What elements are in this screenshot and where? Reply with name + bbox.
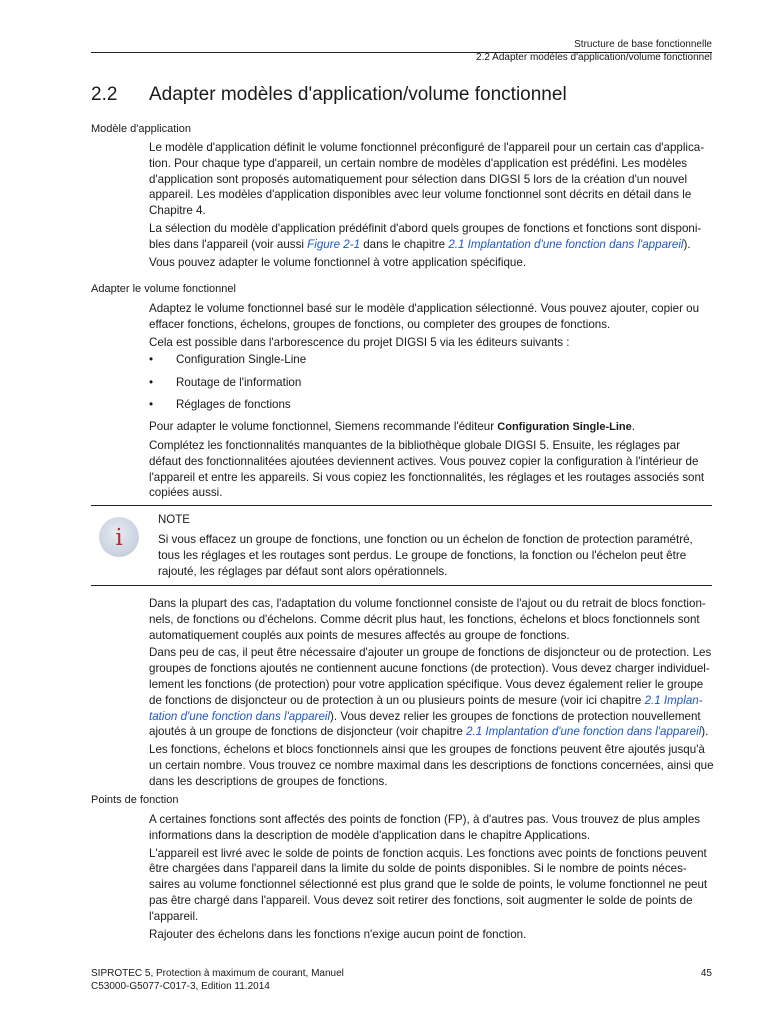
list-item: • Réglages de fonctions [149,397,714,413]
block-modele-application [149,140,714,272]
subheading-adapter-volume: Adapter le volume fonctionnel [91,283,236,295]
subheading-modele-application: Modèle d'application [91,123,191,135]
list-item: • Configuration Single-Line [149,352,714,368]
info-icon: i [99,517,139,557]
paragraph: Adaptez le volume fonctionnel basé sur le modèle d'application sélectionné. Vous pouvez ajouter, copier ou effacer fonctions, échelons, groupes de fonctions, ou completer des groupes de fonctions. [149,302,700,331]
paragraph: Cela est possible dans l'arborescence du projet DIGSI 5 via les éditeurs suivants : [149,335,570,349]
note-top-rule [91,505,712,506]
note-text: Si vous effacez un groupe de fonctions, une fonction ou un échelon de fonction de protection paramétré, tous les réglages et les routages sont perdus. Le groupe de fonctions, la fonction ou l'échelon peut être rajouté, les réglages par défaut sont alors opérationnels. [158,533,693,578]
note-bottom-rule [91,585,712,586]
paragraph: Les fonctions, échelons et blocs fonctionnels ainsi que les groupes de fonctions peuvent être ajoutés jusqu'à un certain nombre. Vous trouvez ce nombre maximal dans les descriptions de fonctions concernées, ainsi que dans les descriptions de groupes de fonctions. [149,743,714,788]
note-title: NOTE [158,514,190,526]
paragraph: Vous pouvez adapter le volume fonctionnel à votre application spécifique. [149,255,527,269]
running-header [476,38,712,64]
paragraph: Dans la plupart des cas, l'adaptation du volume fonctionnel consiste de l'ajout ou du retrait de blocs fonction-nels, de fonctions ou d'échelons. Comme décrit plus haut, les fonctions, échelons et blocs fonctionnels sont automatiquement couplés aux points de mesures affectés au groupe de fonctions. [149,597,706,642]
block-points-fonction [149,812,714,944]
paragraph: L'appareil est livré avec le solde de points de fonction acquis. Les fonctions avec points de fonctions peuvent être chargées dans l'appareil dans la limite du solde de points disponibles. Si le nombre de points néces-saires au volume fonctionnel sélectionné est plus grand que le solde de points, le volume fonctionnel ne peut pas être chargé dans l'appareil. Vous devez soit retirer des fonctions, soit augmenter le solde de points de l'appareil. [149,846,708,923]
paragraph: La sélection du modèle d'application prédéfinit d'abord quels groupes de fonctions et fonctions sont disponi-bles dans l'appareil (voir aussi Figure 2-1 dans le chapitre 2.1 Implantation d'une fonction dans l'appareil). [149,221,702,251]
footer-document-id: C53000-G5077-C017-3, Edition 11.2014 [91,981,270,992]
list-item: • Routage de l'information [149,375,714,391]
paragraph: A certaines fonctions sont affectés des points de fonction (FP), à d'autres pas. Vous trouvez de plus amples informations dans la description de modèle d'application dans le chapitre Applications. [149,813,701,842]
section-heading [91,83,567,107]
page-number: 45 [700,968,712,979]
block-after-note [149,596,714,792]
running-header-chapter: Structure de base fonctionnelle [574,39,712,50]
section-number: 2.2 [91,84,118,105]
header-rule [91,52,712,53]
paragraph: Rajouter des échelons dans les fonctions n'exige aucun point de fonction. [149,927,527,941]
paragraph: Dans peu de cas, il peut être nécessaire d'ajouter un groupe de fonctions de disjoncteur ou de protection. Les groupes de fonctions ajoutés ne contiennent aucune fonctions (de protection). Vous devez charger individuel-lement les fonctions (de protection) pour votre application spécifique. Vous devez également relier le groupe de fonctions de disjoncteur ou de protection à un ou plusieurs points de mesure (voir ici chapitre 2.1 Implan-tation d'une fonction dans l'appareil). Vous devez relier les groupes de fonctions de protection nouvellement ajoutés à un groupe de fonctions de disjoncteur (voir chapitre 2.1 Implantation d'une fonction dans l'appareil). [149,646,712,739]
footer [91,967,344,993]
block-adapter-volume [149,301,714,503]
link-chapter-2-1[interactable]: 2.1 Implan-tation d'une fonction dans l'appareil [149,693,703,723]
paragraph: Pour adapter le volume fonctionnel, Siemens recommande l'éditeur Configuration Single-Line. [149,420,635,434]
editor-list [149,352,714,412]
link-chapter-2-1[interactable]: 2.1 Implantation d'une fonction dans l'appareil [448,237,684,251]
section-title: Adapter modèles d'application/volume fonctionnel [149,84,567,105]
link-chapter-2-1[interactable]: 2.1 Implantation d'une fonction dans l'appareil [466,725,702,739]
running-header-section: 2.2 Adapter modèles d'application/volume fonctionnel [476,52,712,63]
footer-manual-title: SIPROTEC 5, Protection à maximum de courant, Manuel [91,968,344,979]
paragraph: Le modèle d'application définit le volume fonctionnel préconfiguré de l'appareil pour un certain cas d'applica-tion. Pour chaque type d'appareil, un certain nombre de modèles d'application est prédéfini. Les modèles d'application sont proposés automatiquement pour sélection dans DIGSI 5 lors de la création d'un nouvel appareil. Les modèles d'application disponibles avec leur volume fonctionnel sont décrits en détail dans le Chapitre 4. [149,141,705,218]
link-figure-2-1[interactable]: Figure 2-1 [307,237,361,251]
paragraph: Complétez les fonctionnalités manquantes de la bibliothèque globale DIGSI 5. Ensuite, les réglages par défaut des fonctionnalitées ajoutées deviennent actives. Vous pouvez copier la configuration à l'intérieur de l'appareil et entre les appareils. Si vous copiez les fonctionnalités, les réglages et les routages associés sont copiées aussi. [149,439,705,500]
editor-name: Configuration Single-Line [497,421,632,434]
subheading-points-fonction: Points de fonction [91,794,179,806]
